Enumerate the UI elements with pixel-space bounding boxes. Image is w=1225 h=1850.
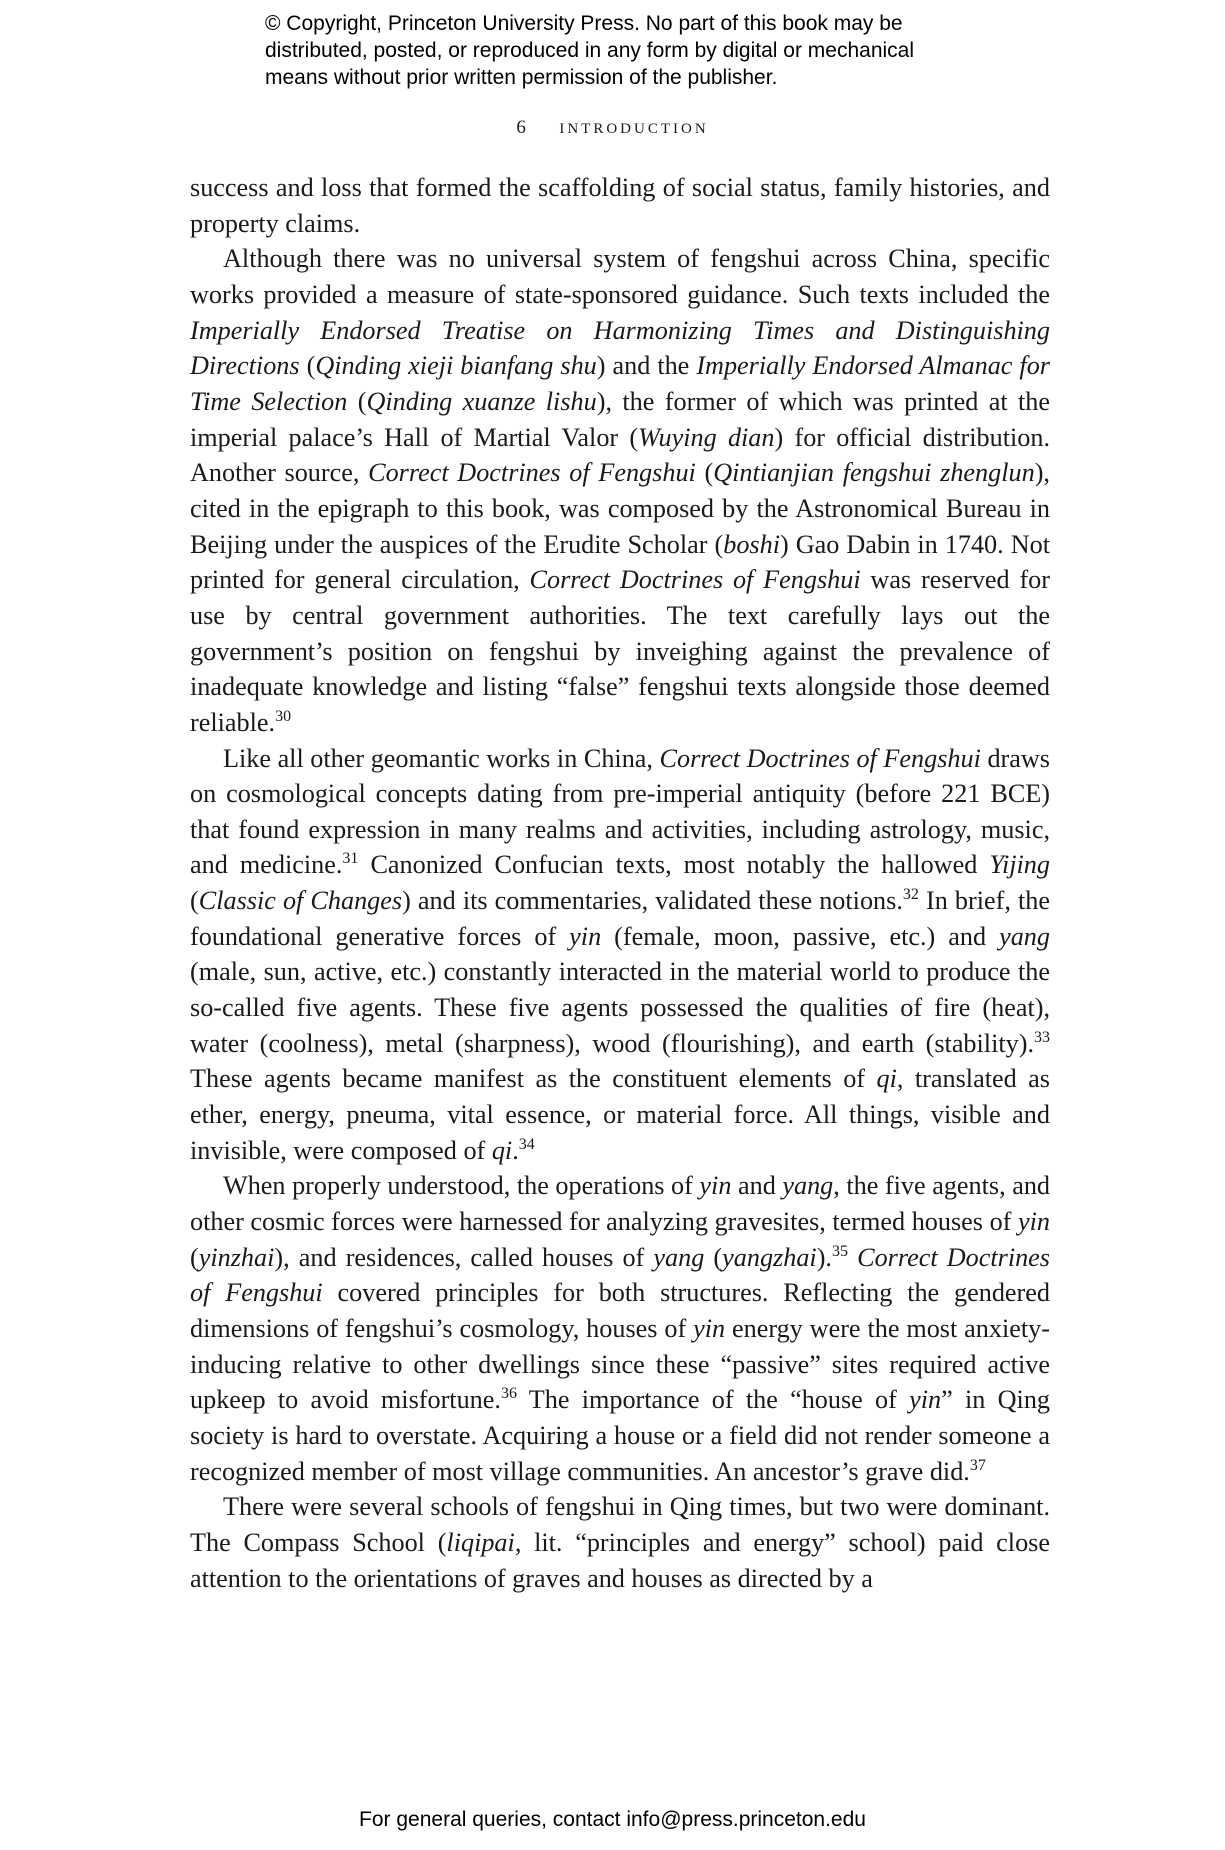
text-run: ( (299, 351, 316, 381)
copyright-line: means without prior written permission of the publisher. (265, 66, 778, 89)
text-run: ( (347, 386, 367, 416)
text-run: , lit. “principles and energy” school) paid close attention to the orientations of graves and houses as directed by a (190, 1527, 1050, 1593)
footnote-ref: 35 (831, 1242, 848, 1260)
text-run: was reserved for use by central government authorities. The text carefully lays out the government’s position on fengshui by inveighing against the prevalence of inadequate knowledge and listing “false” fengshui texts alongside those deemed reliable. (190, 565, 1050, 737)
text-run: ), the former of which was printed at the imperial palace’s Hall of Martial Valor ( (190, 386, 1050, 452)
italic-term: qi (876, 1064, 897, 1094)
text-run: energy were the most anxiety-inducing relative to other dwellings since these “passive” sites required active upkeep to avoid misfortune. (190, 1314, 1050, 1415)
paragraph (190, 170, 1050, 241)
text-run: ), and residences, called houses of (274, 1242, 654, 1272)
italic-term: qi (491, 1135, 513, 1165)
copyright-line: distributed, posted, or reproduced in any form by digital or mechanical (265, 39, 915, 62)
italic-term: yin (1018, 1207, 1050, 1237)
footnote-ref: 31 (342, 850, 359, 868)
footer-contact: For general queries, contact info@press.princeton.edu (359, 1808, 866, 1831)
text-run: , translated as ether, energy, pneuma, vital essence, or material force. All things, visible and invisible, were composed of (190, 1064, 1050, 1165)
text-run: ) Gao Dabin in 1740. Not printed for general circulation, (190, 529, 1050, 595)
footnote-ref: 34 (518, 1135, 535, 1153)
text-run: ( (190, 1242, 199, 1272)
text-run: ( (190, 886, 199, 916)
italic-term: Qinding xuanze lishu (366, 386, 597, 416)
paragraph (190, 241, 1050, 740)
text-run: , the five agents, and other cosmic forces were harnessed for analyzing gravesites, termed houses of (190, 1171, 1051, 1237)
running-head (0, 113, 1225, 139)
italic-term: yin (569, 921, 602, 951)
italic-term: Classic of Changes (198, 886, 403, 916)
footnote-ref: 32 (902, 886, 919, 904)
italic-term: yang (999, 921, 1050, 951)
footnote-ref: 33 (1034, 1028, 1050, 1046)
text-run: Canonized Confucian texts, most notably the hallowed (358, 850, 990, 880)
text-run: covered principles for both structures. Reflecting the gendered dimensions of fengshui’s cosmology, houses of (190, 1278, 1050, 1343)
italic-term: yang (653, 1242, 705, 1272)
italic-term: Imperially Endorsed Treatise on Harmonizing Times and Distinguishing Directions (190, 315, 1050, 381)
text-run: draws on cosmological concepts dating from pre-imperial antiquity (before 221 BCE) that found expression in many realms and activities, including astrology, music, and medicine. (190, 743, 1050, 880)
italic-term: Correct Doctrines of Fengshui (529, 565, 861, 595)
italic-term: Qinding xieji bianfang shu (315, 351, 597, 381)
text-run: There were several schools of fengshui in Qing times, but two were dominant. The Compass School ( (190, 1492, 1050, 1557)
paragraph (190, 741, 1050, 1169)
italic-term: yang (782, 1171, 834, 1201)
italic-term: yangzhai (722, 1242, 817, 1272)
italic-term: Correct Doctrines of Fengshui (190, 1242, 1050, 1308)
text-run: . (512, 1135, 519, 1165)
italic-term: boshi (723, 529, 780, 559)
text-run: ) and the (596, 351, 697, 381)
text-run: ), cited in the epigraph to this book, was composed by the Astronomical Bureau in Beijing under the auspices of the Erudite Scholar ( (190, 458, 1050, 559)
text-run: The importance of the “house of (516, 1385, 910, 1415)
italic-term: Correct Doctrines of Fengshui (659, 743, 981, 773)
page-number: 6 (516, 117, 526, 138)
copyright-line: © Copyright, Princeton University Press. No part of this book may be (265, 12, 903, 35)
text-run: success and loss that formed the scaffolding of social status, family histories, and property claims. (190, 173, 1050, 238)
italic-term: yin (699, 1171, 732, 1201)
text-run: and (731, 1171, 783, 1201)
italic-term: yinzhai (198, 1242, 275, 1272)
copyright-notice (265, 10, 1025, 91)
italic-term: Correct Doctrines of Fengshui (368, 458, 696, 488)
body-text (190, 170, 1050, 1596)
paragraph (190, 1168, 1050, 1489)
italic-term: Yijing (989, 850, 1050, 880)
text-run: ) and its commentaries, validated these notions. (402, 886, 903, 916)
text-run: Like all other geomantic works in China, (223, 743, 660, 773)
section-title: introduction (559, 113, 709, 138)
footnote-ref: 30 (275, 707, 292, 725)
text-run: ) for official distribution. Another source, (190, 422, 1050, 488)
italic-term: Imperially Endorsed Almanac for Time Selection (190, 351, 1050, 416)
text-run: ). (816, 1242, 832, 1272)
italic-term: liqipai (446, 1527, 515, 1557)
footnote-ref: 36 (500, 1385, 517, 1403)
text-run: (female, moon, passive, etc.) and (601, 921, 1000, 951)
text-run: ( (704, 1242, 723, 1272)
text-run: When properly understood, the operations of (223, 1171, 700, 1201)
text-run: Although there was no universal system of fengshui across China, specific works provided a measure of state-sponsored guidance. Such texts included the (190, 244, 1050, 309)
footnote-ref: 37 (969, 1456, 986, 1474)
text-run: These agents became manifest as the constituent elements of (190, 1064, 877, 1094)
paragraph (190, 1489, 1050, 1596)
italic-term: Wuying dian (638, 422, 775, 452)
text-run: (male, sun, active, etc.) constantly interacted in the material world to produce the so-called five agents. These five agents possessed the qualities of fire (heat), water (coolness), metal (sharpness), wood (flourishing), and earth (stability). (190, 957, 1050, 1058)
text-run: ” in Qing society is hard to overstate. Acquiring a house or a field did not render someone a recognized member of most village communities. An ancestor’s grave did. (190, 1385, 1051, 1486)
text-run (848, 1243, 857, 1272)
text-run: ( (695, 458, 714, 488)
text-run: In brief, the foundational generative forces of (190, 886, 1050, 951)
italic-term: yin (693, 1314, 726, 1343)
italic-term: yin (909, 1385, 942, 1415)
italic-term: Qintianjian fengshui zhenglun (713, 458, 1035, 488)
